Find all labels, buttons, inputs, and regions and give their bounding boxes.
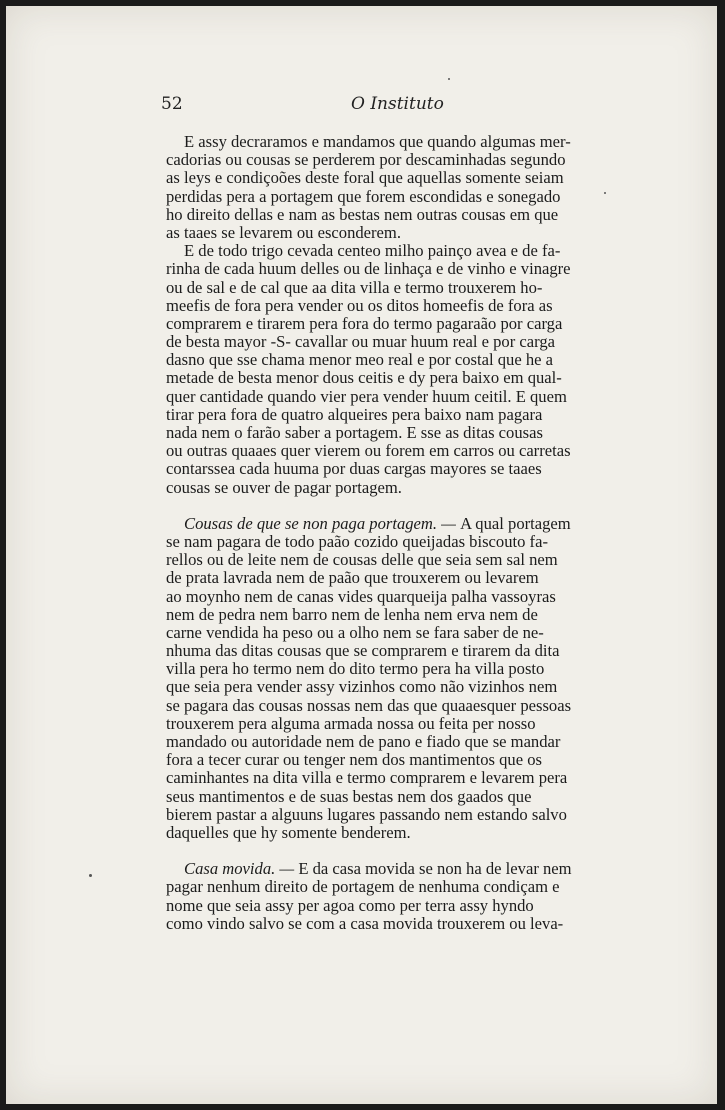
text-line: seus mantimentos e de suas bestas nem dos gaados que <box>166 787 532 806</box>
text-line: E de todo trigo cevada centeo milho painço avea e de fa- <box>184 242 561 261</box>
paragraph-mercadorias <box>166 133 634 242</box>
text-line: E assy decraramos e mandamos que quando algumas mer- <box>184 133 571 151</box>
text-line: pagar nenhum direito de portagem de nenhuma condiçam e <box>166 878 560 897</box>
text-line: ao moynho nem de canas vides quarqueija palha vassoyras <box>166 587 556 606</box>
paper-speck <box>604 192 606 194</box>
text-line: contarssea cada huuma por duas cargas mayores se taaes <box>166 460 542 479</box>
text-line: que seia pera vender assy vizinhos como não vizinhos nem <box>166 678 558 697</box>
text-line: se pagara das cousas nossas nem das que quaaesquer pessoas <box>166 696 572 715</box>
text-line: as taaes se levarem ou esconderem. <box>166 223 401 242</box>
text-line-content: E da casa movida se non ha de levar nem <box>298 860 572 879</box>
page-number: 52 <box>161 94 183 114</box>
text-line: nem de pedra nem barro nem de lenha nem erva nem de <box>166 605 538 624</box>
text-line: de besta mayor -S- cavallar ou muar huum real e por carga <box>166 333 556 352</box>
text-line: dasno que sse chama menor meo real e por costal que he a <box>166 351 554 370</box>
text-line: fora a tecer curar ou tenger nem dos mantimentos que os <box>166 751 542 770</box>
text-line <box>166 515 634 533</box>
paragraph-trigo <box>166 242 634 497</box>
section-heading-casa-movida: Casa movida. — <box>184 860 299 879</box>
text-line: as leys e condiçoões deste foral que aquellas somente seiam <box>166 169 564 188</box>
text-line: nome que seia assy per agoa como per terra assy hyndo <box>166 896 534 915</box>
text-line: como vindo salvo se com a casa movida trouxerem ou leva- <box>166 914 564 933</box>
text-line: villa pera ho termo nem do dito termo pera ha villa posto <box>166 660 545 679</box>
page-header <box>161 94 631 118</box>
text-line: ou outras quaaes quer vierem ou forem em carros ou carretas <box>166 442 571 461</box>
text-line: comprarem e tirarem pera fora do termo pagaraão por carga <box>166 314 563 333</box>
text-line <box>166 860 634 878</box>
paragraph-casa-movida <box>166 860 634 933</box>
text-line: metade de besta menor dous ceitis e dy pera baixo em qual- <box>166 369 562 388</box>
text-line: se nam pagara de todo paão cozido queijadas biscouto fa- <box>166 532 548 551</box>
running-title: O Instituto <box>351 94 444 114</box>
text-line: rellos ou de leite nem de cousas delle que seia sem sal nem <box>166 551 558 570</box>
text-line: rinha de cada huum delles ou de linhaça e de vinho e vinagre <box>166 260 571 279</box>
text-line: ho direito dellas e nam as bestas nem outras cousas em que <box>166 205 559 224</box>
book-page <box>6 6 717 1104</box>
section-heading-cousas: Cousas de que se non paga portagem. — <box>184 514 461 533</box>
text-line: mandado ou autoridade nem de pano e fiado que se mandar <box>166 733 561 751</box>
text-line: daquelles que hy somente benderem. <box>166 823 411 842</box>
text-line: cadorias ou cousas se perderem por descaminhadas segundo <box>166 151 566 170</box>
body-text <box>166 133 634 933</box>
text-line: cousas se ouver de pagar portagem. <box>166 478 402 497</box>
text-line: tirar pera fora de quatro alqueires pera baixo nam pagara <box>166 405 543 424</box>
text-line: bierem pastar a alguuns lugares passando nem estando salvo <box>166 805 567 824</box>
text-line: carne vendida ha peso ou a olho nem se fara saber de ne- <box>166 623 544 642</box>
paper-speck <box>89 874 92 877</box>
text-line: de prata lavrada nem de paão que trouxerem ou levarem <box>166 569 539 588</box>
text-line: ou de sal e de cal que aa dita villa e termo trouxerem ho- <box>166 278 543 297</box>
text-line: perdidas pera a portagem que forem escondidas e sonegado <box>166 187 561 206</box>
text-line: meefis de fora pera vender ou os ditos homeefis de fora as <box>166 296 553 315</box>
text-line: nada nem o farão saber a portagem. E sse as ditas cousas <box>166 424 543 442</box>
text-line-content: A qual portagem <box>460 514 571 533</box>
text-line: quer cantidade quando vier pera vender huum ceitil. E quem <box>166 387 567 406</box>
text-line: caminhantes na dita villa e termo comprarem e levarem pera <box>166 769 568 788</box>
text-line: trouxerem pera alguma armada nossa ou feita per nosso <box>166 714 536 733</box>
paragraph-cousas-sem-portagem <box>166 515 634 842</box>
text-line: nhuma das ditas cousas que se comprarem e tirarem da dita <box>166 642 560 661</box>
paper-speck <box>448 78 450 80</box>
